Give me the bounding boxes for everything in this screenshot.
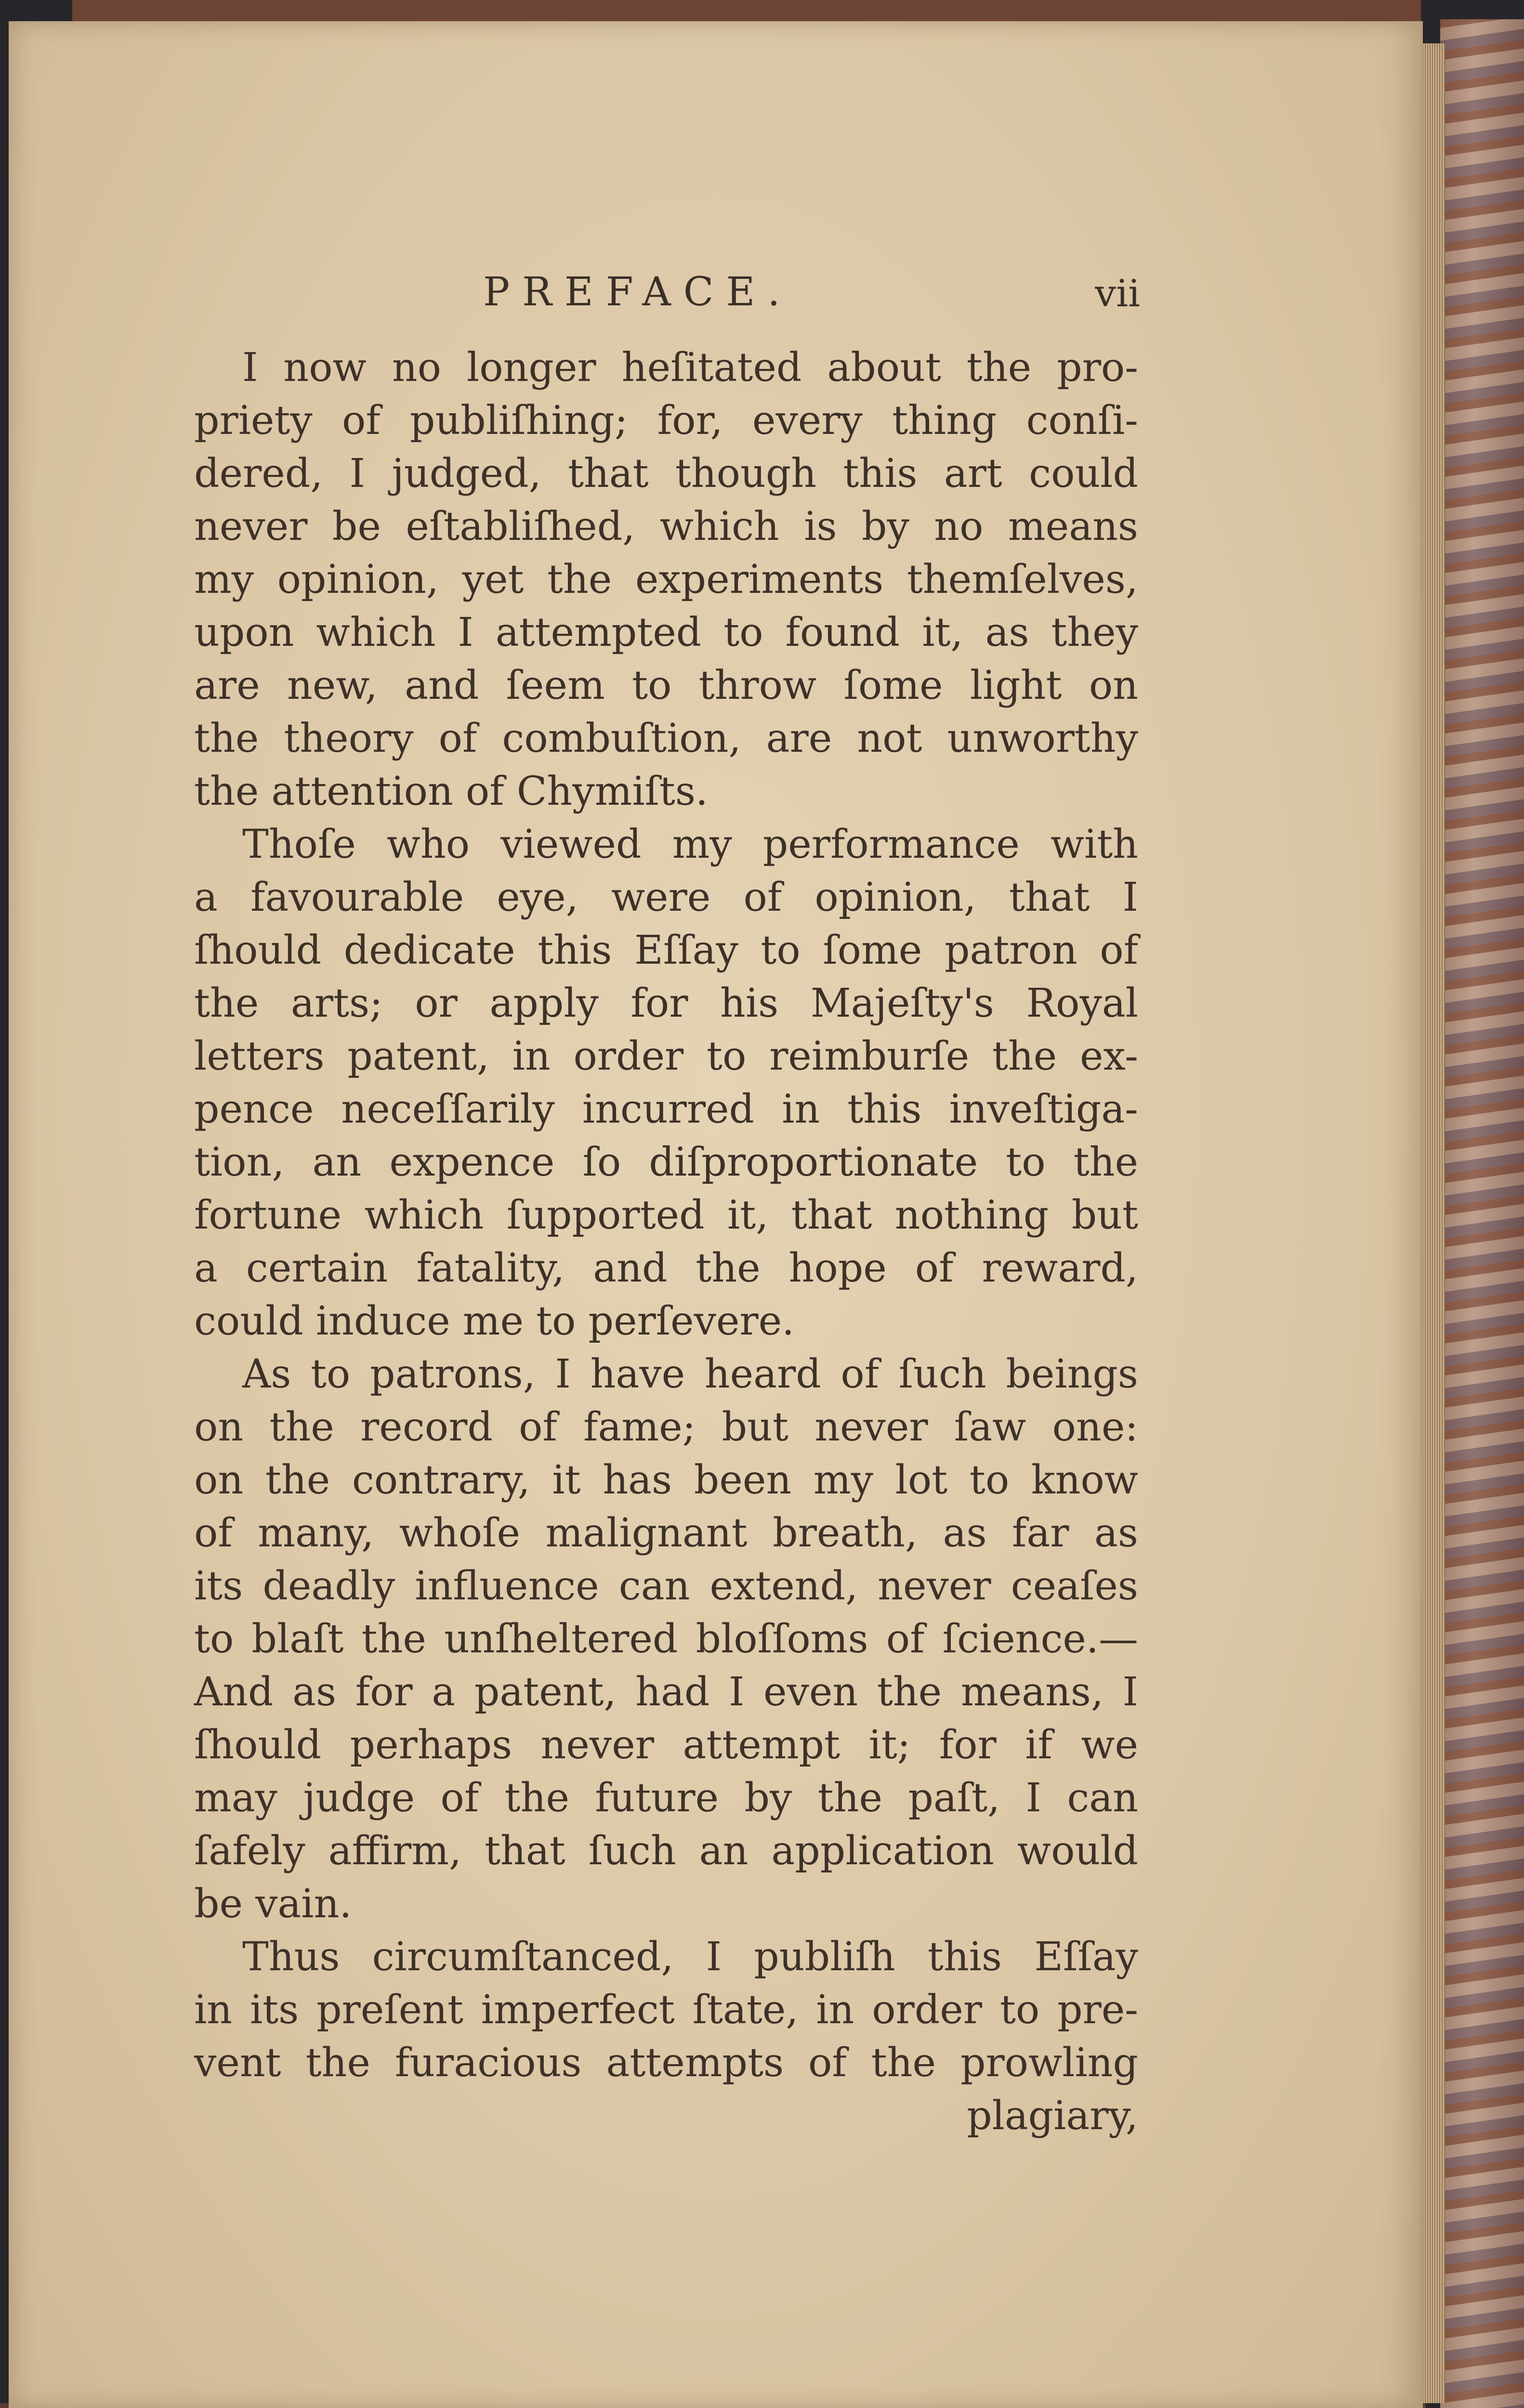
page [9, 21, 1423, 2408]
page-number: vii [1095, 272, 1140, 315]
text-line: never be eſtabliſhed, which is by no means [194, 504, 1138, 550]
text-line: a certain fatality, and the hope of reward, [194, 1245, 1138, 1291]
text-line: priety of publiſhing; for, every thing conſi- [194, 398, 1138, 444]
text-line: As to patrons, I have heard of ſuch beings [242, 1351, 1138, 1397]
text-line: Thoſe who viewed my performance with [242, 822, 1138, 867]
text-line: dered, I judged, that though this art could [194, 451, 1138, 497]
text-line: the arts; or apply for his Majeſty's Royal [194, 981, 1138, 1026]
running-head: PREFACE. [483, 269, 793, 315]
binding-edge-top [72, 0, 1421, 22]
text-line: are new, and ſeem to throw ſome light on [194, 663, 1138, 708]
text-line: to blaſt the unſheltered bloſſoms of ſcience.— [194, 1616, 1138, 1662]
text-line: letters patent, in order to reimburſe the ex- [194, 1034, 1138, 1079]
text-line: could induce me to perſevere. [194, 1298, 795, 1344]
text-line: pence neceſſarily incurred in this inveſtiga- [194, 1086, 1138, 1132]
text-line: ſhould perhaps never attempt it; for if we [194, 1722, 1138, 1768]
text-line: on the contrary, it has been my lot to know [194, 1457, 1138, 1503]
text-line: I now no longer heſitated about the pro- [242, 345, 1138, 391]
page-header [483, 269, 1157, 332]
text-line: be vain. [194, 1881, 352, 1927]
text-line: of many, whoſe malignant breath, as far as [194, 1510, 1138, 1556]
text-line: its deadly influence can extend, never ceaſes [194, 1563, 1138, 1609]
marbled-fore-edge [1440, 19, 1524, 2408]
text-line: And as for a patent, had I even the means, I [194, 1669, 1138, 1715]
text-line: ſhould dedicate this Eſſay to ſome patron of [194, 928, 1138, 973]
catchword: plagiary, [967, 2093, 1138, 2139]
text-line: tion, an expence ſo diſproportionate to the [194, 1139, 1138, 1185]
text-line: may judge of the future by the paſt, I can [194, 1775, 1138, 1821]
text-line: my opinion, yet the experiments themſelves, [194, 557, 1138, 602]
text-line: fortune which ſupported it, that nothing but [194, 1192, 1138, 1238]
text-line: the theory of combuſtion, are not unworthy [194, 716, 1138, 761]
text-line: Thus circumſtanced, I publiſh this Eſſay [242, 1934, 1138, 1980]
text-line: a favourable eye, were of opinion, that I [194, 875, 1138, 920]
text-line: ſafely affirm, that ſuch an application would [194, 1828, 1138, 1874]
text-line: upon which I attempted to found it, as they [194, 610, 1138, 655]
text-line: the attention of Chymiſts. [194, 769, 709, 814]
text-line: on the record of fame; but never ſaw one: [194, 1404, 1138, 1450]
text-line: vent the furacious attempts of the prowling [194, 2040, 1138, 2086]
text-line: in its preſent imperfect ſtate, in order to pre- [194, 1987, 1138, 2033]
